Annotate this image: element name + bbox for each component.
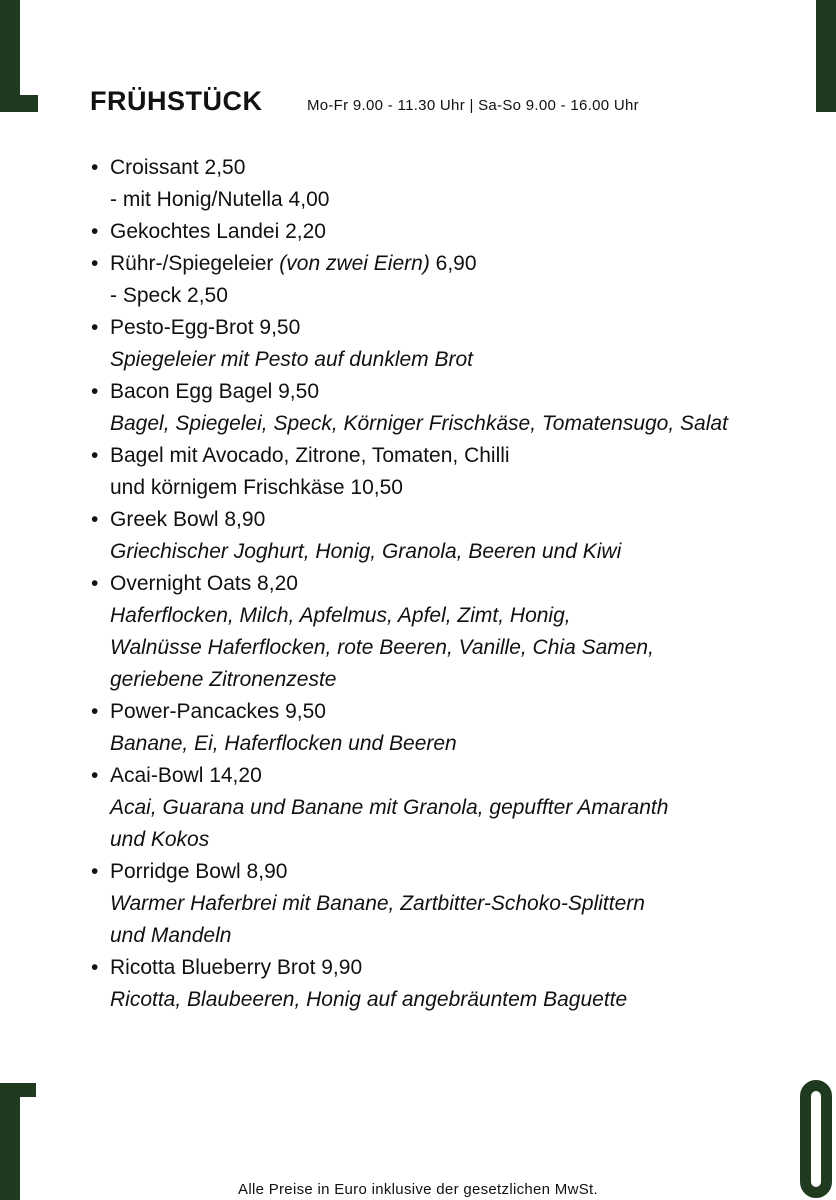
section-title: FRÜHSTÜCK bbox=[90, 86, 263, 116]
bullet-icon: • bbox=[91, 380, 99, 403]
menu-item-description: Acai, Guarana und Banane mit Granola, gepuffter Amaranth bbox=[110, 796, 669, 819]
menu-item-ricotta: • Ricotta Blueberry Brot 9,90 bbox=[91, 952, 811, 984]
decorative-bar-top-right bbox=[816, 0, 836, 112]
logo-letter-l-top-foot bbox=[0, 95, 38, 112]
menu-item-description: Banane, Ei, Haferflocken und Beeren bbox=[110, 732, 457, 755]
menu-item-description: Griechischer Joghurt, Honig, Granola, Beeren und Kiwi bbox=[110, 540, 622, 563]
bullet-icon: • bbox=[91, 764, 99, 787]
menu-item-landei: • Gekochtes Landei 2,20 bbox=[91, 216, 811, 248]
menu-item-description: Ricotta, Blaubeeren, Honig auf angebräuntem Baguette bbox=[110, 988, 628, 1011]
bullet-icon: • bbox=[91, 156, 99, 179]
bullet-icon: • bbox=[91, 444, 99, 467]
menu-item-pesto: • Pesto-Egg-Brot 9,50 bbox=[91, 312, 811, 344]
section-header bbox=[90, 86, 639, 117]
menu-item-note: (von zwei Eiern) bbox=[279, 252, 430, 275]
menu-item-description: Spiegeleier mit Pesto auf dunklem Brot bbox=[110, 348, 474, 371]
bullet-icon: • bbox=[91, 572, 99, 595]
menu-item-croissant: • Croissant 2,50 bbox=[91, 152, 811, 184]
bullet-icon: • bbox=[91, 252, 99, 275]
menu-item-description: Bagel, Spiegelei, Speck, Körniger Frischkäse, Tomatensugo, Salat bbox=[110, 412, 728, 435]
menu-item-extra: - Speck 2,50 bbox=[110, 284, 228, 307]
menu-item-name-continued: und körnigem Frischkäse 10,50 bbox=[110, 476, 403, 499]
menu-item-oats: • Overnight Oats 8,20 bbox=[91, 568, 811, 600]
menu-item-description: Haferflocken, Milch, Apfelmus, Apfel, Zimt, Honig, bbox=[110, 604, 571, 627]
menu-item-pancakes: • Power-Pancackes 9,50 bbox=[91, 696, 811, 728]
menu-item-ruehrei: • Rühr-/Spiegeleier (von zwei Eiern) 6,90 bbox=[91, 248, 811, 280]
bullet-icon: • bbox=[91, 220, 99, 243]
menu-item-description: geriebene Zitronenzeste bbox=[110, 668, 337, 691]
logo-letter-l-bottom-serif bbox=[0, 1083, 36, 1097]
menu-item-extra: - mit Honig/Nutella 4,00 bbox=[110, 188, 330, 211]
menu-item-avocado: • Bagel mit Avocado, Zitrone, Tomaten, Chilli bbox=[91, 440, 811, 472]
bullet-icon: • bbox=[91, 860, 99, 883]
price-footnote: Alle Preise in Euro inklusive der gesetzlichen MwSt. bbox=[238, 1181, 598, 1198]
bullet-icon: • bbox=[91, 956, 99, 979]
bullet-icon: • bbox=[91, 508, 99, 531]
menu-item-bacon: • Bacon Egg Bagel 9,50 bbox=[91, 376, 811, 408]
menu-item-description: Warmer Haferbrei mit Banane, Zartbitter-Schoko-Splittern bbox=[110, 892, 645, 915]
menu-item-porridge: • Porridge Bowl 8,90 bbox=[91, 856, 811, 888]
menu-item-price: 6,90 bbox=[435, 252, 477, 275]
menu-item-acai: • Acai-Bowl 14,20 bbox=[91, 760, 811, 792]
breakfast-menu bbox=[91, 152, 811, 1016]
bullet-icon: • bbox=[91, 700, 99, 723]
menu-item-description: und Mandeln bbox=[110, 924, 232, 947]
bullet-icon: • bbox=[91, 316, 99, 339]
menu-item-greek: • Greek Bowl 8,90 bbox=[91, 504, 811, 536]
opening-hours: Mo-Fr 9.00 - 11.30 Uhr | Sa-So 9.00 - 16.00 Uhr bbox=[306, 97, 639, 114]
menu-item-description: und Kokos bbox=[110, 828, 210, 851]
menu-item-description: Walnüsse Haferflocken, rote Beeren, Vanille, Chia Samen, bbox=[110, 636, 654, 659]
